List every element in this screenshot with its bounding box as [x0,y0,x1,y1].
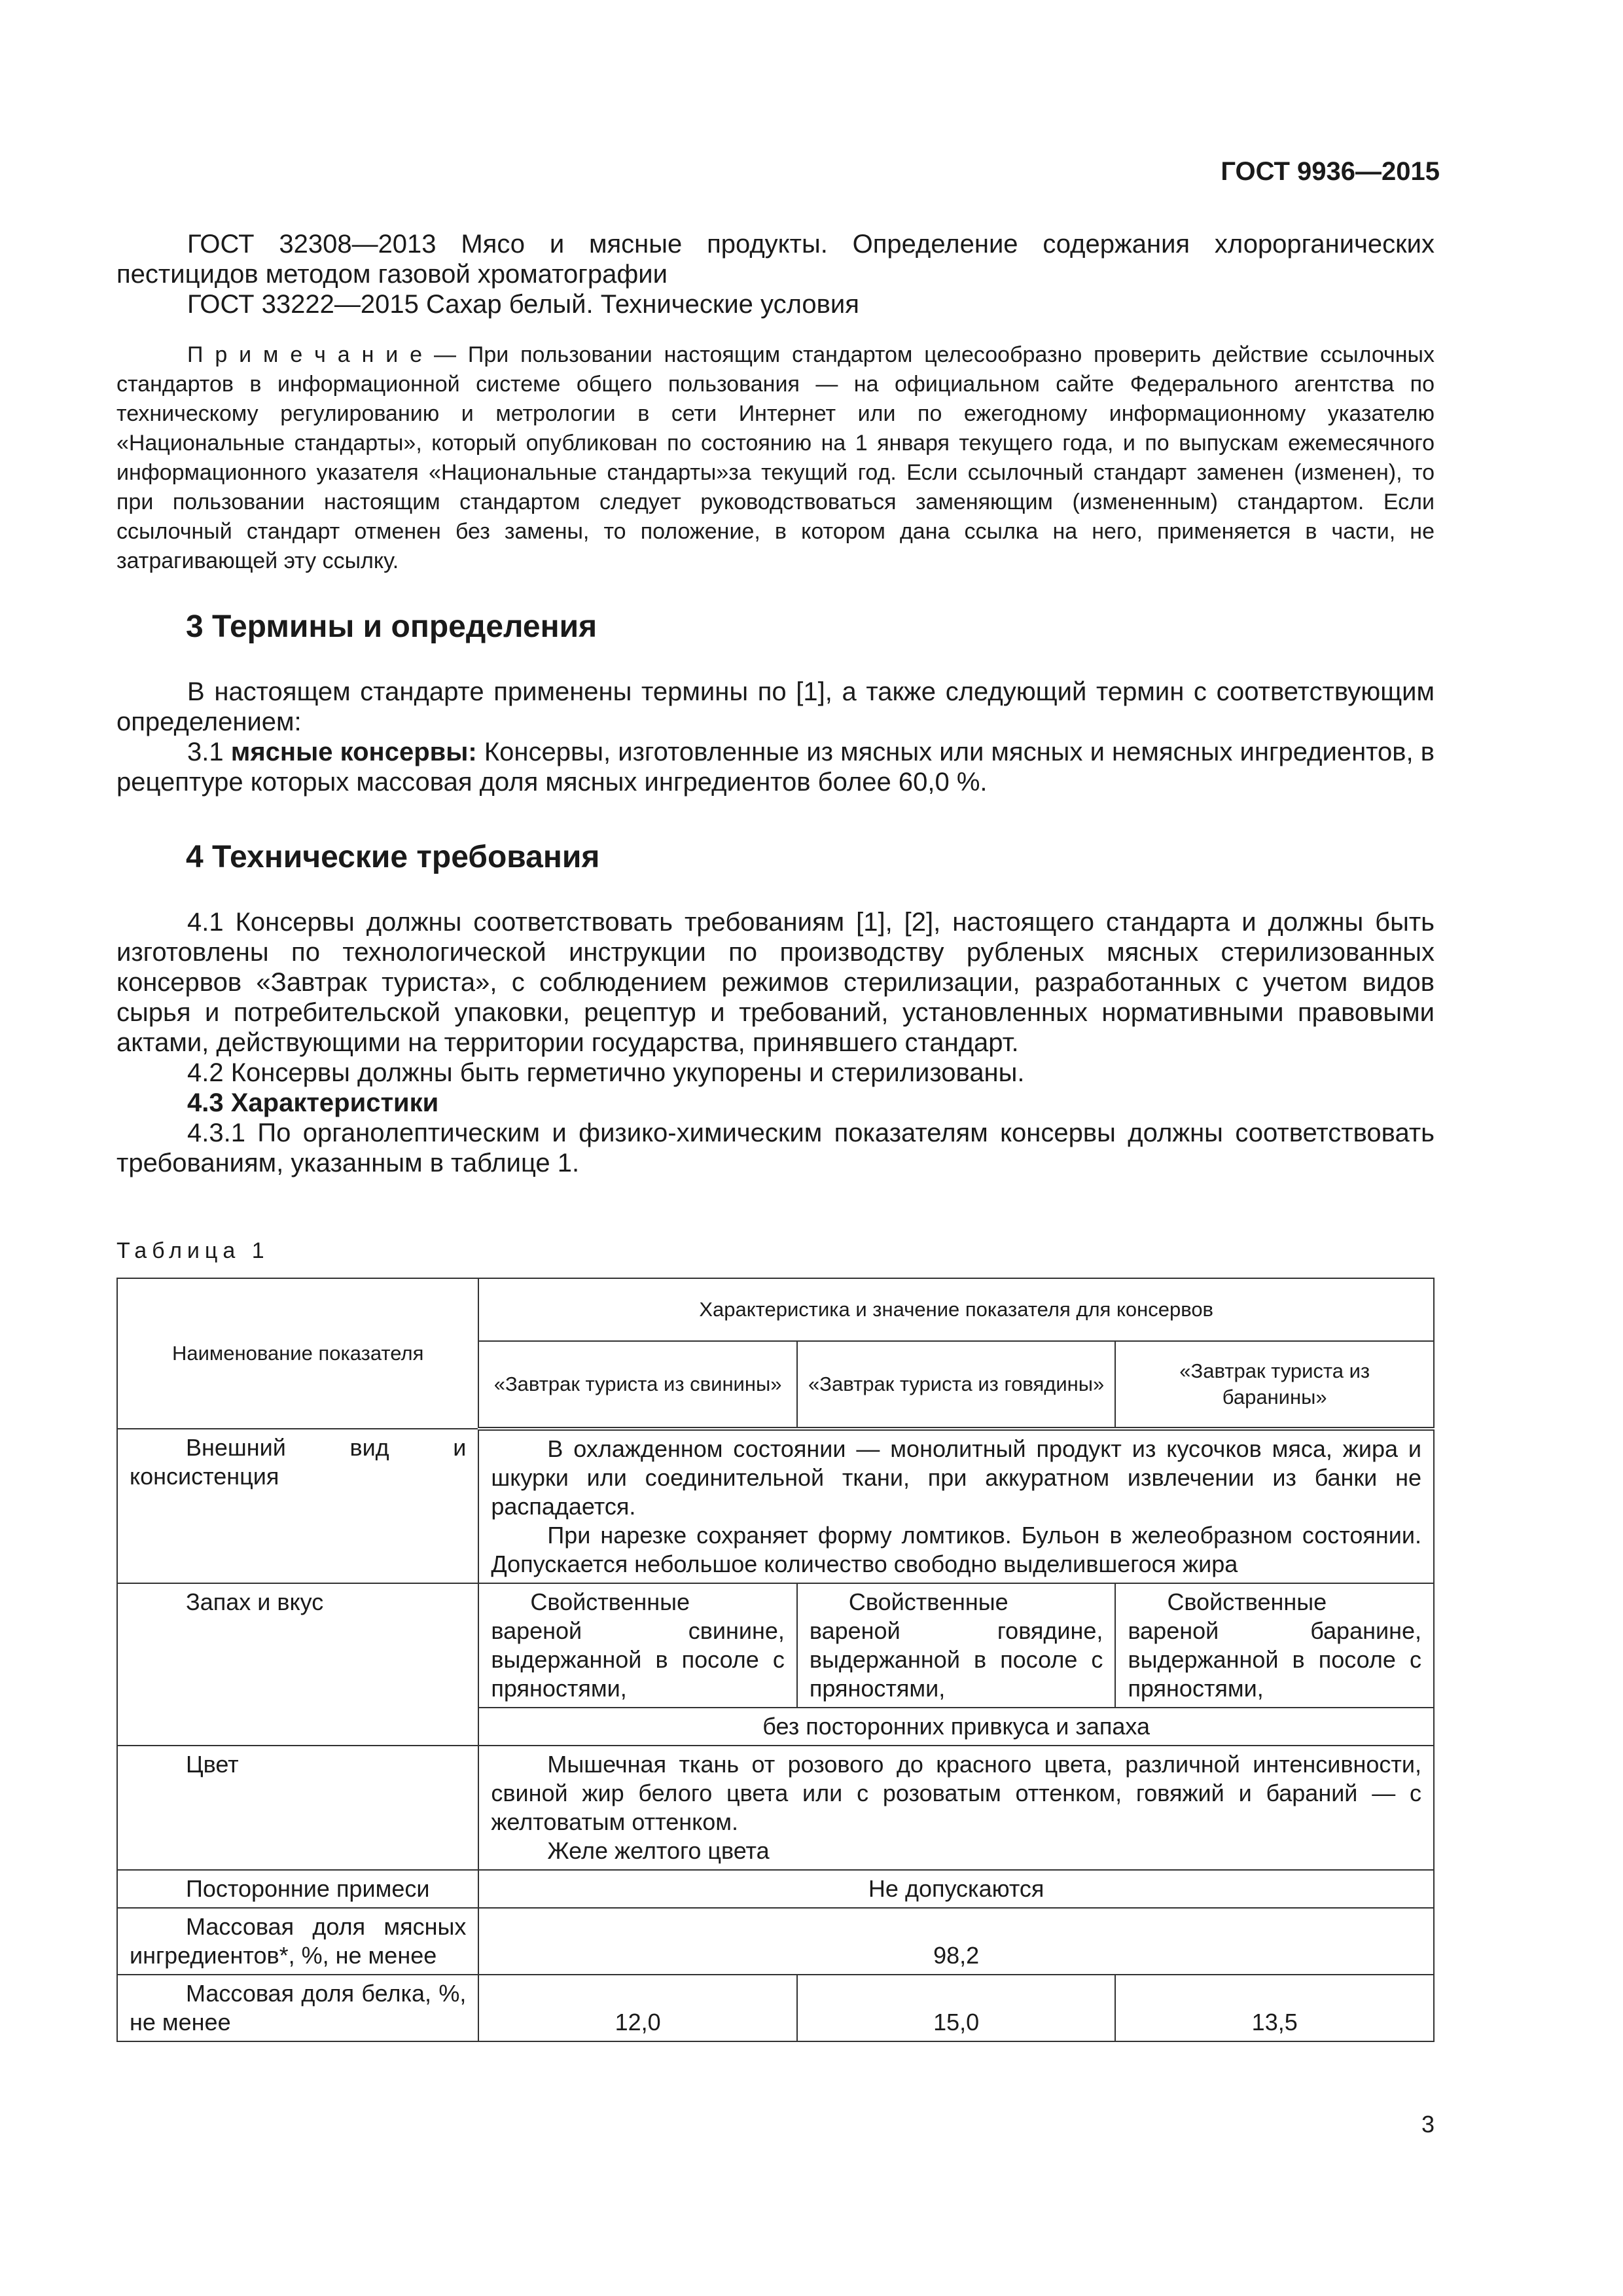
clause-4-3-heading: 4.3 Характеристики [187,1088,439,1117]
characteristics-table [116,1278,1435,2042]
color-text-2: Желе желтого цвета [547,1837,770,1864]
table-header-row [117,1278,1434,1341]
header-pork: «Завтрак туриста из свинины» [478,1341,797,1429]
note-block [116,340,1435,576]
protein-mutton: 13,5 [1115,1975,1434,2041]
smell-common: без посторонних привкуса и запаха [478,1708,1434,1746]
row-impurities-name: Посторонние примеси [186,1875,430,1902]
standard-header: ГОСТ 9936—2015 [1221,157,1440,186]
table-row [117,1975,1434,2041]
row-meat-share-name: Массовая доля мясных ингредиентов*, %, не менее [130,1913,467,1969]
row-protein-name: Массовая доля белка, %, не менее [130,1980,467,2036]
term-number: 3.1 [187,738,231,766]
term-name: мясные консервы: [230,738,477,766]
section-4-body [116,907,1435,1178]
smell-mutton: Свойственные вареной баранине, выдержанной в посоле с пряностями, [1115,1583,1434,1708]
table-row [117,1583,1434,1708]
reference-item: ГОСТ 33222—2015 Сахар белый. Технические условия [187,290,859,319]
impurities-value: Не допускаются [478,1870,1434,1908]
smell-pork: Свойственные вареной свинине, выдержанной в посоле с пряностями, [478,1583,797,1708]
term-definition [116,737,1435,797]
table-row [117,1908,1434,1975]
section-3-title: 3 Термины и определения [186,609,597,644]
clause-4-2: 4.2 Консервы должны быть герметично укупорены и стерилизованы. [187,1058,1025,1087]
protein-beef: 15,0 [797,1975,1116,2041]
header-beef: «Завтрак туриста из говядины» [797,1341,1116,1429]
smell-beef: Свойственные вареной говядине, выдержанной в посоле с пряностями, [797,1583,1116,1708]
table-caption: Таблица 1 [116,1238,270,1263]
row-color-name: Цвет [186,1751,239,1778]
row-smell-name: Запах и вкус [186,1588,324,1615]
protein-pork: 12,0 [478,1975,797,2041]
meat-share-value: 98,2 [478,1908,1434,1975]
term-text: Консервы, изготовленные из мясных или мясных и немясных ингредиентов, в рецептуре которых массовая доля мясных ингредиентов более 60,0 %. [116,738,1435,797]
clause-4-1: 4.1 Консервы должны соответствовать требованиям [1], [2], настоящего стандарта и должны быть изготовлены по технологической инструкции по производству рубленых мясных стерилизованных консервов «Завтрак туриста», с соблюдением режимов стерилизации, разработанных с учетом видов сырья и потребительской упаковки, рецептур и требований, установленных нормативными правовыми актами, действующими на территории государства, принявшего стандарт. [116,908,1435,1057]
table-row [117,1870,1434,1908]
header-indicator-name: Наименование показателя [117,1278,478,1429]
row-appearance-name: Внешний вид и консистенция [130,1434,467,1490]
section-3-body [116,677,1435,797]
section-3-intro: В настоящем стандарте применены термины по [1], а также следующий термин с соответствующим определением: [116,677,1435,736]
appearance-text-1: В охлажденном состоянии — монолитный продукт из кусочков мяса, жира и шкурки или соединительной ткани, при аккуратном извлечении из банки не распадается. [491,1435,1421,1520]
appearance-text-2: При нарезке сохраняет форму ломтиков. Бульон в желеобразном состоянии. Допускается небольшое количество свободно выделившегося жира [491,1522,1421,1577]
clause-4-3-1: 4.3.1 По органолептическим и физико-химическим показателям консервы должны соответствовать требованиям, указанным в таблице 1. [116,1119,1435,1177]
page-number: 3 [1421,2111,1435,2138]
reference-item: ГОСТ 32308—2013 Мясо и мясные продукты. Определение содержания хлорорганических пестицидов методом газовой хроматографии [116,230,1435,289]
reference-list [116,229,1435,319]
table-row [117,1429,1434,1583]
note-label: П р и м е ч а н и е [187,342,423,367]
table-row [117,1746,1434,1870]
section-4-title: 4 Технические требования [186,840,600,874]
note-text: — При пользовании настоящим стандартом целесообразно проверить действие ссылочных стандартов в информационной системе общего пользования — на официальном сайте Федерального агентства по техническому регулированию и метрологии в сети Интернет или по ежегодному информационному указателю «Национальные стандарты», который опубликован по состоянию на 1 января текущего года, и по выпускам ежемесячного информационного указателя «Национальные стандарты»за текущий год. Если ссылочный стандарт заменен (изменен), то при пользовании настоящим стандартом следует руководствоваться заменяющим (измененным) стандартом. Если ссылочный стандарт отменен без замены, то положение, в котором дана ссылка на него, применяется в части, не затрагивающей эту ссылку. [116,342,1435,573]
color-text-1: Мышечная ткань от розового до красного цвета, различной интенсивности, свиной жир белого цвета или с розоватым оттенком, говяжий и бараний — с желтоватым оттенком. [491,1751,1421,1835]
header-mutton: «Завтрак туриста из баранины» [1115,1341,1434,1429]
header-group: Характеристика и значение показателя для консервов [478,1278,1434,1341]
